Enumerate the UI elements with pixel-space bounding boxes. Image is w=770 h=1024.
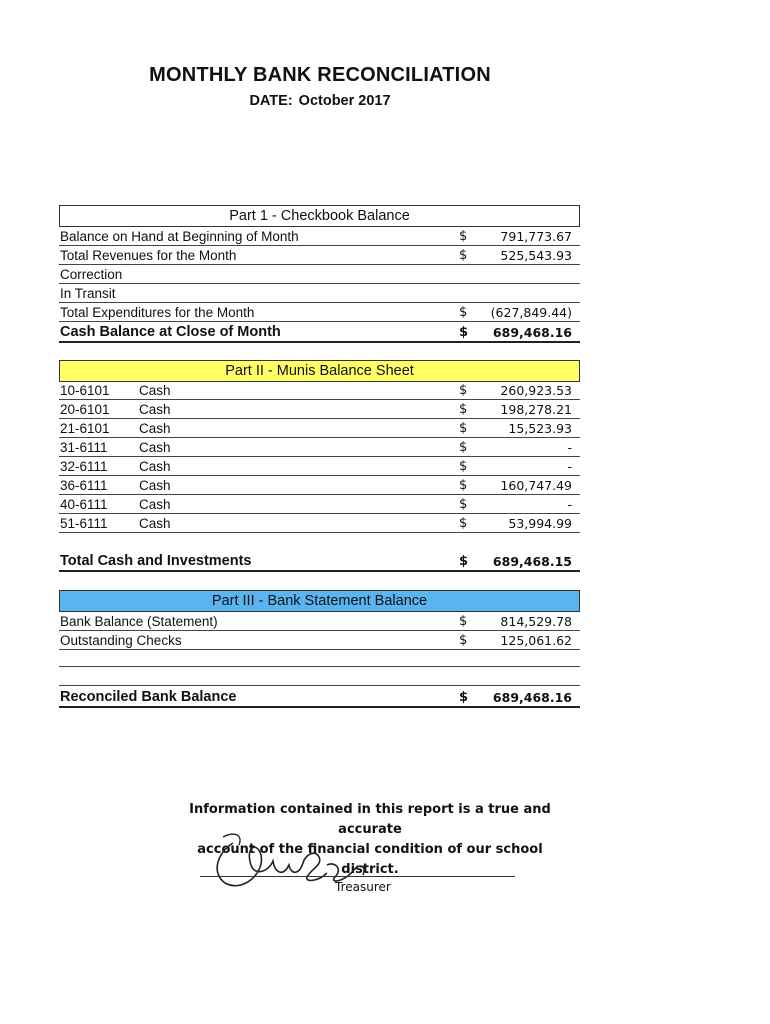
currency-symbol: $ — [459, 614, 468, 629]
row-amount: - — [567, 459, 572, 474]
part1-row — [59, 245, 580, 265]
total-amount: 689,468.16 — [492, 325, 572, 340]
certification-line-1: Information contained in this report is a true and accurate — [189, 802, 551, 837]
row-label: Balance on Hand at Beginning of Month — [60, 229, 299, 244]
row-label: Total Expenditures for the Month — [60, 305, 255, 320]
currency-symbol: $ — [459, 325, 469, 340]
row-amount: (627,849.44) — [490, 305, 572, 320]
currency-symbol: $ — [459, 305, 468, 320]
account-code: 20-6101 — [60, 402, 110, 417]
date-value: October 2017 — [298, 93, 391, 109]
row-amount: 814,529.78 — [500, 614, 572, 629]
account-desc: Cash — [139, 459, 171, 474]
currency-symbol: $ — [459, 690, 469, 705]
row-amount: 791,773.67 — [500, 229, 572, 244]
account-code: 21-6101 — [60, 421, 110, 436]
row-amount: 198,278.21 — [500, 402, 572, 417]
account-desc: Cash — [139, 421, 171, 436]
currency-symbol: $ — [459, 516, 468, 531]
row-amount: - — [567, 440, 572, 455]
total-amount: 689,468.15 — [492, 554, 572, 569]
currency-symbol: $ — [459, 497, 468, 512]
part2-header: Part II - Munis Balance Sheet — [59, 360, 580, 382]
row-label: Total Revenues for the Month — [60, 248, 237, 263]
part1-header: Part 1 - Checkbook Balance — [59, 205, 580, 227]
part1-row — [59, 264, 580, 284]
currency-symbol: $ — [459, 478, 468, 493]
currency-symbol: $ — [459, 229, 468, 244]
row-amount: 125,061.62 — [500, 633, 572, 648]
signer-title: Treasurer — [335, 880, 391, 894]
account-code: 40-6111 — [60, 497, 108, 512]
row-amount: 15,523.93 — [508, 421, 572, 436]
report-title: MONTHLY BANK RECONCILIATION — [149, 64, 491, 86]
account-code: 51-6111 — [60, 516, 108, 531]
row-label: Outstanding Checks — [60, 633, 182, 648]
account-desc: Cash — [139, 478, 171, 493]
part2-row — [59, 494, 580, 514]
row-label: Correction — [60, 267, 123, 282]
total-label: Cash Balance at Close of Month — [60, 324, 281, 340]
account-desc: Cash — [139, 383, 171, 398]
part2-row — [59, 399, 580, 419]
currency-symbol: $ — [459, 248, 468, 263]
part2-row — [59, 475, 580, 495]
part1-row — [59, 226, 580, 246]
part2-row — [59, 418, 580, 438]
currency-symbol: $ — [459, 554, 469, 569]
part2-row — [59, 437, 580, 457]
currency-symbol: $ — [459, 402, 468, 417]
part1-total-row — [59, 321, 580, 343]
date-label: DATE: — [249, 93, 293, 109]
part2-row — [59, 456, 580, 476]
part3-row — [59, 611, 580, 631]
row-amount: 53,994.99 — [508, 516, 572, 531]
total-label: Reconciled Bank Balance — [60, 689, 237, 705]
currency-symbol: $ — [459, 383, 468, 398]
row-amount: 525,543.93 — [500, 248, 572, 263]
divider-line — [59, 666, 580, 667]
account-code: 31-6111 — [60, 440, 108, 455]
row-amount: 260,923.53 — [500, 383, 572, 398]
account-desc: Cash — [139, 497, 171, 512]
report-date — [0, 93, 640, 109]
currency-symbol: $ — [459, 633, 468, 648]
part3-row — [59, 630, 580, 650]
row-amount: - — [567, 497, 572, 512]
account-code: 36-6111 — [60, 478, 108, 493]
account-code: 10-6101 — [60, 383, 110, 398]
currency-symbol: $ — [459, 459, 468, 474]
currency-symbol: $ — [459, 440, 468, 455]
account-desc: Cash — [139, 440, 171, 455]
part3-total-row — [59, 686, 580, 708]
row-label: Bank Balance (Statement) — [60, 614, 218, 629]
part1-row — [59, 283, 580, 303]
certification-line-2: account of the financial condition of our school district. — [197, 842, 543, 877]
row-label: In Transit — [60, 286, 116, 301]
part2-row — [59, 380, 580, 400]
row-amount: 160,747.49 — [500, 478, 572, 493]
currency-symbol: $ — [459, 421, 468, 436]
part1-row — [59, 302, 580, 322]
part2-row — [59, 513, 580, 533]
account-desc: Cash — [139, 402, 171, 417]
account-code: 32-6111 — [60, 459, 108, 474]
part2-total-row — [59, 549, 580, 572]
account-desc: Cash — [139, 516, 171, 531]
signature-line — [200, 876, 515, 877]
part3-header: Part III - Bank Statement Balance — [59, 590, 580, 612]
total-label: Total Cash and Investments — [60, 553, 252, 569]
total-amount: 689,468.16 — [492, 690, 572, 705]
